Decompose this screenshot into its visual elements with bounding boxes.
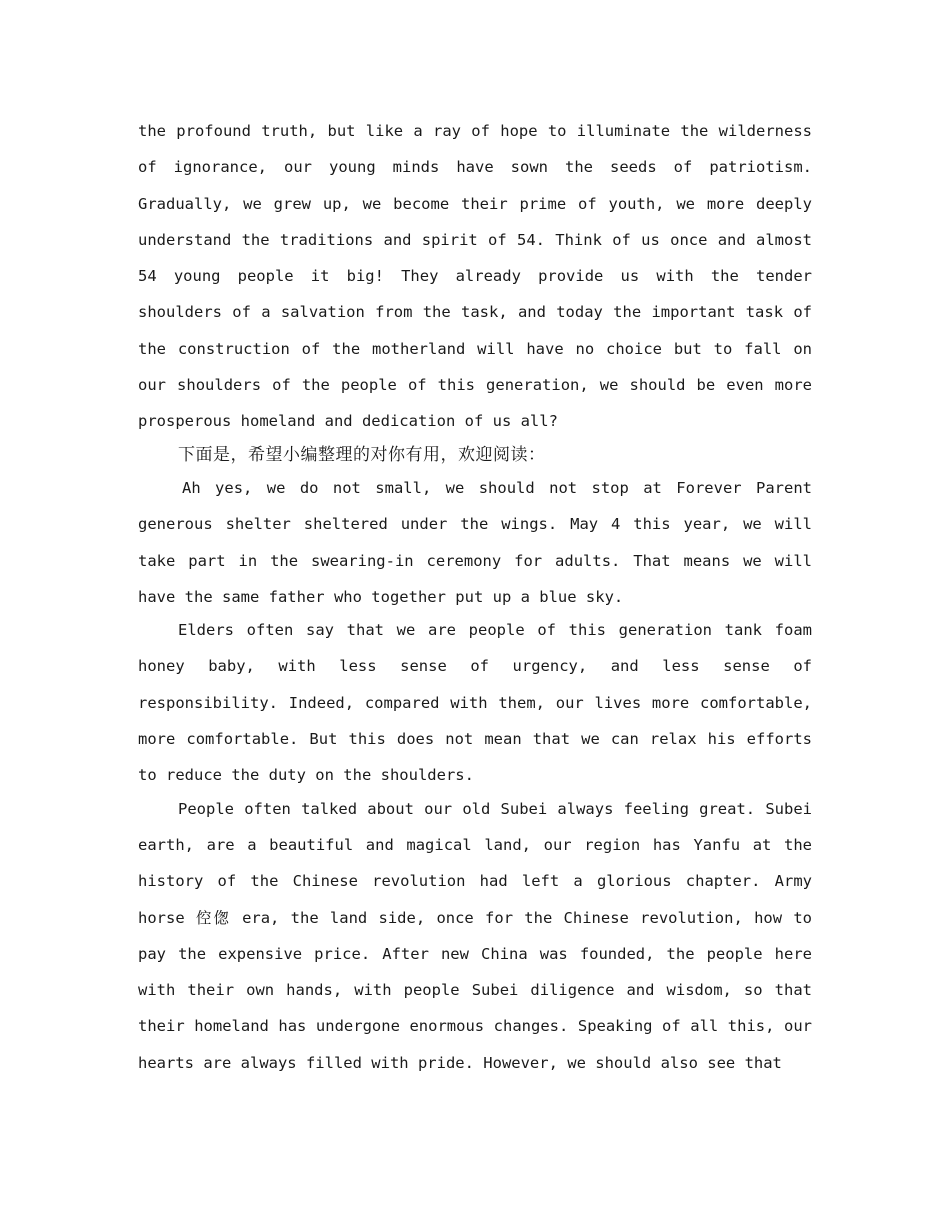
paragraph-ah-yes: Ah yes, we do not small, we should not stop at Forever Parent generous shelter sheltered under the wings. May 4 this year, we will take part in the swearing-in ceremony for adults. That means we will have the same father who together put up a blue sky. xyxy=(138,478,812,606)
paragraph-subei: People often talked about our old Subei always feeling great. Subei earth, are a beautiful and magical land, our region has Yanfu at the history of the Chinese revolution had left a glorious chapter. Army horse 倥偬 era, the land side, once for the Chinese revolution, how to pay the expensive price. After new China was founded, the people here with their own hands, with people Subei diligence and wisdom, so that their homeland has undergone enormous changes. Speaking of all this, our hearts are always filled with pride. However, we should also see that xyxy=(138,799,812,1072)
paragraph-chinese-intro: 下面是，希望小编整理的对你有用，欢迎阅读： xyxy=(178,444,546,465)
paragraph-elders: Elders often say that we are people of this generation tank foam honey baby, with less sense of urgency, and less sense of responsibility. Indeed, compared with them, our lives more comfortable, more comfortable. But this does not mean that we can relax his efforts to reduce the duty on the shoulders. xyxy=(138,621,812,785)
paragraph-patriotism: the profound truth, but like a ray of hope to illuminate the wilderness of ignorance, our young minds have sown the seeds of patriotism. Gradually, we grew up, we become their prime of youth, we more deeply understand the traditions and spirit of 54. Think of us once and almost 54 young people it big! They already provide us with the tender shoulders of a salvation from the task, and today the important task of the construction of the motherland will have no choice but to fall on our shoulders of the people of this generation, we should be even more prosperous homeland and dedication of us all? xyxy=(138,122,812,431)
document-body xyxy=(138,113,812,1081)
